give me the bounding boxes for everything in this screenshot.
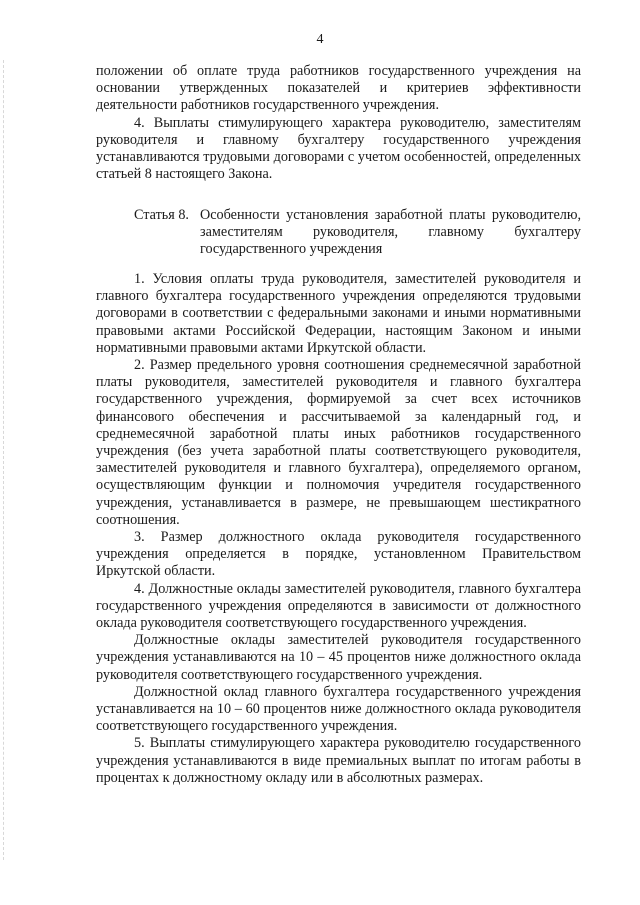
paragraph-4: 4. Должностные оклады заместителей руководителя, главного бухгалтера государственного учреждения определяются в зависимости от должностного оклада руководителя соответствующего государственного учреждения.	[96, 580, 581, 632]
article-label: Статья 8.	[134, 207, 189, 223]
paragraph-continuation: положении об оплате труда работников государственного учреждения на основании утвержденных показателей и критериев эффективности деятельности работников государственного учреждения.	[96, 63, 581, 114]
top-text-block	[96, 63, 581, 183]
paragraph-item-4: 4. Выплаты стимулирующего характера руководителю, заместителям руководителя и главному бухгалтеру государственного учреждения устанавливаются трудовыми договорами с учетом особенностей, определенных статьей 8 настоящего Закона.	[96, 114, 581, 183]
paragraph-4-accountant: Должностной оклад главного бухгалтера государственного учреждения устанавливается на 10 – 60 процентов ниже должностного оклада руководителя соответствующего государственного учреждения.	[96, 683, 581, 735]
paragraph-4-deputies: Должностные оклады заместителей руководителя государственного учреждения устанавливаются на 10 – 45 процентов ниже должностного оклада руководителя соответствующего государственного учреждения.	[96, 632, 581, 683]
paragraph-5: 5. Выплаты стимулирующего характера руководителю государственного учреждения устанавливаются в виде премиальных выплат по итогам работы в процентах к должностному окладу или в абсолютных размерах.	[96, 735, 581, 786]
page-number: 4	[316, 32, 324, 47]
paragraph-2: 2. Размер предельного уровня соотношения среднемесячной заработной платы руководителя, заместителей руководителя и главного бухгалтера государственного учреждения, формируемой за счет всех источников финансового обеспечения и рассчитываемой за календарный год, и среднемесячной заработной платы иных работников государственного учреждения (без учета заработной платы соответствующего руководителя, заместителей руководителя и главного бухгалтера), определяемого органом, осуществляющим функции и полномочия учредителя государственного учреждения, устанавливается в размере, не превышающем шестикратного соотношения.	[96, 357, 581, 528]
article-body	[96, 271, 581, 787]
article-title: Особенности установления заработной платы руководителю, заместителям руководителя, главному бухгалтеру государственного учреждения	[200, 207, 581, 258]
paragraph-3: 3. Размер должностного оклада руководителя государственного учреждения определяется в порядке, установленном Правительством Иркутской области.	[96, 529, 581, 580]
article-heading	[96, 207, 581, 259]
paragraph-1: 1. Условия оплаты труда руководителя, заместителей руководителя и главного бухгалтера государственного учреждения определяются трудовыми договорами в соответствии с федеральными законами и иными нормативными правовыми актами Российской Федерации, настоящим Законом и иными нормативными правовыми актами Иркутской области.	[96, 271, 581, 356]
scan-edge-artifact	[3, 60, 6, 860]
